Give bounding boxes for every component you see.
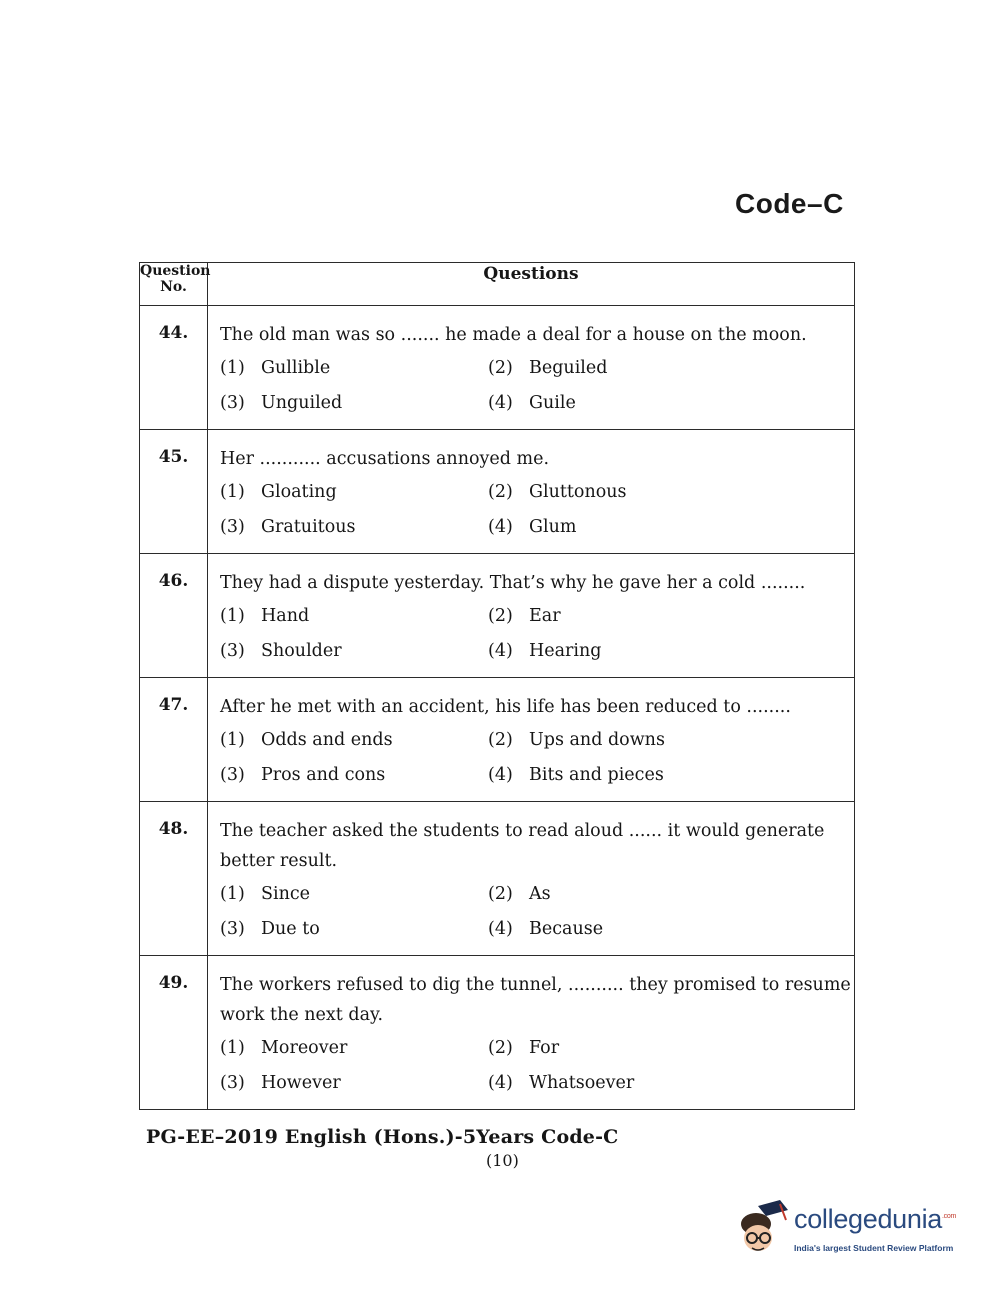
- option-text: Beguiled: [529, 358, 608, 378]
- option-number: (1): [220, 482, 245, 502]
- page-code-title: Code–C: [735, 188, 844, 219]
- option-text: Bits and pieces: [529, 765, 664, 785]
- option-number: (2): [488, 482, 513, 502]
- option-number: (4): [488, 919, 513, 939]
- collegedunia-logo: [736, 1198, 966, 1258]
- question-body: [208, 802, 855, 956]
- option-item: [488, 726, 854, 754]
- option-item: [488, 1069, 854, 1097]
- question-body: [208, 956, 855, 1110]
- option-item: [220, 1034, 488, 1062]
- option-item: [488, 478, 854, 506]
- option-number: (4): [488, 517, 513, 537]
- option-number: (4): [488, 1073, 513, 1093]
- question-stem: Her ........... accusations annoyed me.: [220, 449, 550, 469]
- option-number: (2): [488, 358, 513, 378]
- option-text: Odds and ends: [261, 730, 393, 750]
- question-row: [140, 956, 855, 1110]
- option-text: As: [529, 884, 551, 904]
- option-text: Because: [529, 919, 604, 939]
- option-item: [488, 880, 854, 908]
- question-row: [140, 678, 855, 802]
- option-text: Pros and cons: [261, 765, 386, 785]
- option-number: (2): [488, 606, 513, 626]
- option-item: [488, 602, 854, 630]
- option-item: [220, 513, 488, 541]
- option-text: However: [261, 1073, 341, 1093]
- footer-exam-title: PG-EE–2019 English (Hons.)-5Years Code-C: [146, 1126, 619, 1148]
- option-number: (1): [220, 884, 245, 904]
- option-text: Due to: [261, 919, 320, 939]
- question-body: [208, 678, 855, 802]
- option-item: [488, 389, 854, 417]
- question-stem: After he met with an accident, his life has been reduced to ........: [220, 697, 791, 717]
- question-number: 49.: [140, 956, 208, 1110]
- option-item: [488, 513, 854, 541]
- option-number: (4): [488, 641, 513, 661]
- mascot-icon: [736, 1198, 792, 1256]
- option-text: Ear: [529, 606, 561, 626]
- question-row: [140, 802, 855, 956]
- questions-table: [139, 262, 855, 1110]
- option-text: Moreover: [261, 1038, 348, 1058]
- option-item: [488, 354, 854, 382]
- brand-name: [794, 1204, 956, 1235]
- option-number: (2): [488, 730, 513, 750]
- option-item: [220, 637, 488, 665]
- option-text: Glum: [529, 517, 577, 537]
- option-item: [488, 915, 854, 943]
- option-number: (1): [220, 358, 245, 378]
- options-grid: [220, 602, 854, 665]
- option-item: [220, 880, 488, 908]
- options-grid: [220, 354, 854, 417]
- options-grid: [220, 726, 854, 789]
- option-item: [488, 761, 854, 789]
- question-stem: The old man was so ....... he made a deal for a house on the moon.: [220, 325, 807, 345]
- question-body: [208, 430, 855, 554]
- option-number: (1): [220, 606, 245, 626]
- option-item: [220, 1069, 488, 1097]
- option-number: (3): [220, 919, 245, 939]
- option-number: (1): [220, 730, 245, 750]
- option-text: Shoulder: [261, 641, 342, 661]
- option-number: (3): [220, 517, 245, 537]
- option-item: [220, 726, 488, 754]
- option-text: Gratuitous: [261, 517, 356, 537]
- option-number: (1): [220, 1038, 245, 1058]
- option-number: (4): [488, 393, 513, 413]
- question-number: 46.: [140, 554, 208, 678]
- question-body: [208, 554, 855, 678]
- question-number: 47.: [140, 678, 208, 802]
- option-text: Guile: [529, 393, 576, 413]
- option-text: Unguiled: [261, 393, 343, 413]
- question-no-header: [140, 263, 211, 306]
- page-number: (10): [486, 1151, 519, 1170]
- option-item: [220, 602, 488, 630]
- question-number: 44.: [140, 306, 208, 430]
- options-grid: [220, 478, 854, 541]
- question-body: [208, 306, 855, 430]
- question-row: [140, 554, 855, 678]
- options-grid: [220, 1034, 854, 1097]
- question-stem: The teacher asked the students to read aloud ...... it would generate better result.: [220, 821, 825, 871]
- question-no-header-line1: Question: [140, 263, 211, 279]
- option-text: Whatsoever: [529, 1073, 635, 1093]
- option-item: [488, 1034, 854, 1062]
- option-text: Hearing: [529, 641, 602, 661]
- option-text: Hand: [261, 606, 310, 626]
- option-number: (3): [220, 393, 245, 413]
- option-text: Gluttonous: [529, 482, 627, 502]
- option-item: [220, 478, 488, 506]
- option-item: [488, 637, 854, 665]
- option-item: [220, 761, 488, 789]
- brand-text: collegedunia: [794, 1204, 943, 1234]
- option-text: For: [529, 1038, 560, 1058]
- option-number: (4): [488, 765, 513, 785]
- questions-header: Questions: [208, 263, 855, 306]
- option-number: (2): [488, 1038, 513, 1058]
- question-stem: The workers refused to dig the tunnel, .......... they promised to resume work the next day.: [220, 975, 851, 1025]
- option-item: [220, 915, 488, 943]
- brand-tagline: India's largest Student Review Platform: [794, 1243, 954, 1253]
- option-item: [220, 354, 488, 382]
- option-item: [220, 389, 488, 417]
- question-row: [140, 306, 855, 430]
- option-text: Ups and downs: [529, 730, 665, 750]
- table-header-row: [140, 263, 855, 306]
- question-row: [140, 430, 855, 554]
- question-stem: They had a dispute yesterday. That’s why he gave her a cold ........: [220, 573, 806, 593]
- options-grid: [220, 880, 854, 943]
- option-text: Since: [261, 884, 311, 904]
- question-number: 45.: [140, 430, 208, 554]
- option-text: Gloating: [261, 482, 337, 502]
- brand-suffix: .com: [942, 1213, 957, 1220]
- option-number: (3): [220, 765, 245, 785]
- question-no-header-line2: No.: [160, 279, 187, 295]
- option-text: Gullible: [261, 358, 331, 378]
- option-number: (2): [488, 884, 513, 904]
- option-number: (3): [220, 641, 245, 661]
- option-number: (3): [220, 1073, 245, 1093]
- question-number: 48.: [140, 802, 208, 956]
